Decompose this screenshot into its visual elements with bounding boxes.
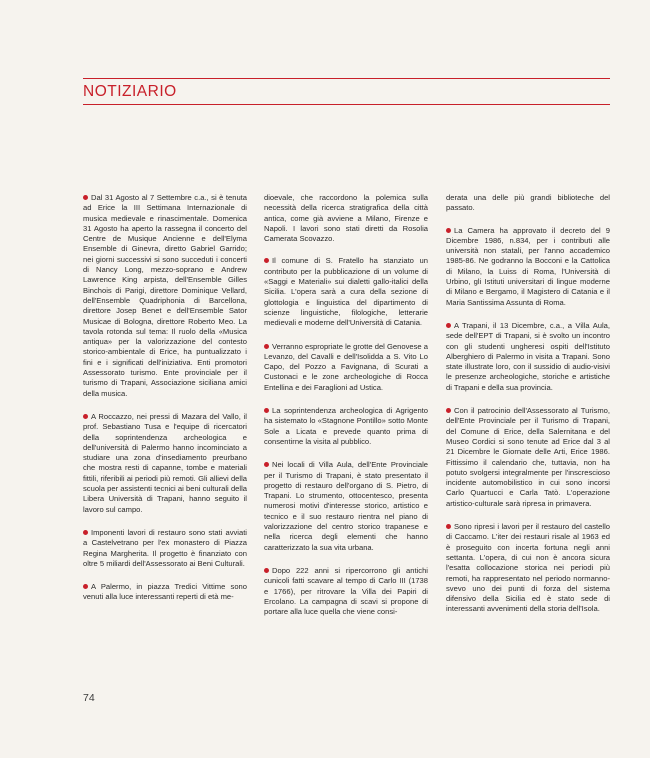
news-item-text: Dopo 222 anni si ripercorrono gli antichi cunicoli fatti scavare al tempo di Carlo III (1738 e 1766), per ritrovare la Villa dei Papiri di Ercolano. La campagna di scavi si propone di portare alla luce quella che viene consi- <box>264 565 428 617</box>
news-item-text: La Camera ha approvato il decreto del 9 Dicembre 1986, n.834, per i contributi alle università non statali, per l'anno accademico 1985-86. Ne godranno la Bocconi e la Cattolica di Milano, la Luiss di Roma, l'Università di Urbino, gli Istituti universitari di lingue moderne di Milano e Bergamo, il Magistero di Catania e il Maria Santissima Assunta di Roma. <box>446 225 610 307</box>
news-item <box>264 342 428 393</box>
column-2 <box>264 193 428 630</box>
column-3 <box>446 193 610 628</box>
news-item-text: Sono ripresi i lavori per il restauro del castello di Caccamo. L'iter dei restauri risale al 1963 ed è proseguito con incerta fortuna negli anni settanta. L'opera, di cui non è ancora sicura l'esatta collocazione storica nei periodi più remoti, ha rappresentato nel periodo normanno-svevo uno dei punti di forza del sistema difensivo della Sicilia ed è stato sede di interessanti avvenimenti della storia dell'Isola. <box>446 522 610 614</box>
news-item-text: Dal 31 Agosto al 7 Settembre c.a., si è tenuta ad Erice la III Settimana Internazionale di musica medievale e rinascimentale. Domenica 31 Agosto ha aperto la rassegna il concerto del Centre de Musique Ancienne e dell'Elyma Ensemble di Ginevra, diretto Gabriel Garrido; nei giorni successivi si sono succeduti i concerti di Nancy Long, mezzo-soprano e Andrew Lawrence King arpista, dell'Ensemble Gilles Binchois di Parigi, direttore Dominique Vellard, dell'Ensemble Quadriphonia di Barcellona, direttore Josep Benet e dell'Ensemble Sator Musicae di Bologna, direttore Roberto Meo. La tavola rotonda sul tema: Il ruolo della «Musica antiqua» per la valorizzazione del contesto storico-ambientale di Erice, ha puntualizzato i fini e i significati dell'iniziativa. Enti promotori Assessorato turismo. Ente provinciale per il turismo di Trapani, Associazione siciliana amici della musica. <box>83 193 247 398</box>
news-item <box>264 460 428 553</box>
news-item-text: A Trapani, il 13 Dicembre, c.a., a Villa Aula, sede dell'EPT di Trapani, si è svolto un incontro con gli studenti ungheresi ospiti dell'Istituto Alberghiero di Palermo in visita a Trapani. Sono state illustrate loro, con il sussidio di audio-visivi le presenze archeologiche, storiche e artistiche di Trapani e della sua provincia. <box>446 320 610 392</box>
news-item-text: Il comune di S. Fratello ha stanziato un contributo per la pubblicazione di un volume di «Saggi e Materiali» sui dialetti gallo-italici della Sicilia. L'opera sarà a cura della sezione di glottologia e linguistica del dipartimento di scienze linguistiche, filologiche, letterarie medievali e moderne dell'Università di Catania. <box>264 256 428 328</box>
news-item <box>264 566 428 617</box>
news-item-text: A Roccazzo, nei pressi di Mazara del Vallo, il prof. Sebastiano Tusa e l'equipe di ricercatori della soprintendenza archeologica e dell'università di Palermo hanno incominciato a studiare una zona d'insediamento preurbano che mostra resti di capanne, tombe e materiali fittili, riferibili ai periodi più remoti. Gli allievi della scuola per assistenti tecnici ai beni culturali della Libera Università di Trapani, hanno seguito il lavoro sul campo. <box>83 411 247 514</box>
header-rule-bottom <box>83 104 610 105</box>
news-item-continuation <box>264 193 428 244</box>
bullet-icon <box>446 228 451 233</box>
bullet-icon <box>446 408 451 413</box>
bullet-icon <box>264 344 269 349</box>
bullet-icon <box>264 258 269 263</box>
page-title: NOTIZIARIO <box>83 83 177 100</box>
bullet-icon <box>446 323 451 328</box>
header-rule-top <box>83 78 610 79</box>
news-item <box>264 256 428 328</box>
news-item-text: La soprintendenza archeologica di Agrigento ha sistemato lo «Stagnone Pontillo» sotto Monte Sole a Licata e prevede quanto prima di consentirne la visita al pubblico. <box>264 406 428 446</box>
news-item-text: Verranno espropriate le grotte del Genovese a Levanzo, del Cavalli e dell'Isolidda a S. Vito Lo Capo, del Pozzo a Favignana, di Scurati a Custonaci e le zone archeologiche di Rocca Entellina e dei Faraglioni ad Ustica. <box>264 341 428 392</box>
bullet-icon <box>446 524 451 529</box>
news-item-text: Con il patrocinio dell'Assessorato al Turismo, dell'Ente Provinciale per il Turismo di Trapani, del Comune di Erice, della Salernitana e del Museo Cordici si sono tenute ad Erice dal 3 al 21 Dicembre le Giornate delle Arti, Erice 1986. Fittissimo il calendario che, tuttavia, non ha potuto svolgersi integralmente per l'inscrescioso incidente automobilistico in cui sono incorsi Carlo Quartucci e Carla Tatò. L'operazione artistico-culturale sarà ripresa in primavera. <box>446 406 610 508</box>
news-item <box>446 522 610 615</box>
bullet-icon <box>264 408 269 413</box>
bullet-icon <box>83 530 88 535</box>
bullet-icon <box>264 568 269 573</box>
news-item <box>83 582 247 603</box>
news-item-text: Imponenti lavori di restauro sono stati avviati a Castelvetrano per l'ex monastero di Piazza Regina Margherita. Il progetto è finanziato con oltre 5 miliardi dell'Assessorato ai Beni Culturali. <box>83 527 247 568</box>
news-item-text: dioevale, che raccordono la polemica sulla necessità della ricerca stratigrafica della città antica, come già avviene a Milano, Firenze e Napoli. I lavori sono stati diretti da Rosolia Camerata Scovazzo. <box>264 193 428 244</box>
news-item-text: derata una delle più grandi biblioteche del passato. <box>446 193 610 213</box>
bullet-icon <box>83 584 88 589</box>
news-item <box>446 321 610 393</box>
news-item <box>83 412 247 515</box>
bullet-icon <box>264 462 269 467</box>
news-item-text: Nei locali di Villa Aula, dell'Ente Provinciale per il Turismo di Trapani, è stato presentato il progetto di restauro dell'organo di S. Pietro, di Trapani. Lo strumento, ottocentesco, presenta numerosi motivi d'interesse storico, artistico e tecnico e il suo restauro rientra nel piano di valorizzazione del centro storico trapanese e nella ricerca degli elementi che hanno caratterizzato la sua vita urbana. <box>264 460 428 552</box>
news-item <box>264 406 428 447</box>
news-item-text: A Palermo, in piazza Tredici Vittime sono venuti alla luce interessanti reperti di età me- <box>83 582 247 602</box>
news-item-continuation <box>446 193 610 214</box>
page-number: 74 <box>83 692 95 704</box>
news-item <box>83 528 247 569</box>
news-item <box>446 406 610 509</box>
news-item <box>446 226 610 308</box>
bullet-icon <box>83 195 88 200</box>
bullet-icon <box>83 414 88 419</box>
news-item <box>83 193 247 399</box>
column-1 <box>83 193 247 616</box>
